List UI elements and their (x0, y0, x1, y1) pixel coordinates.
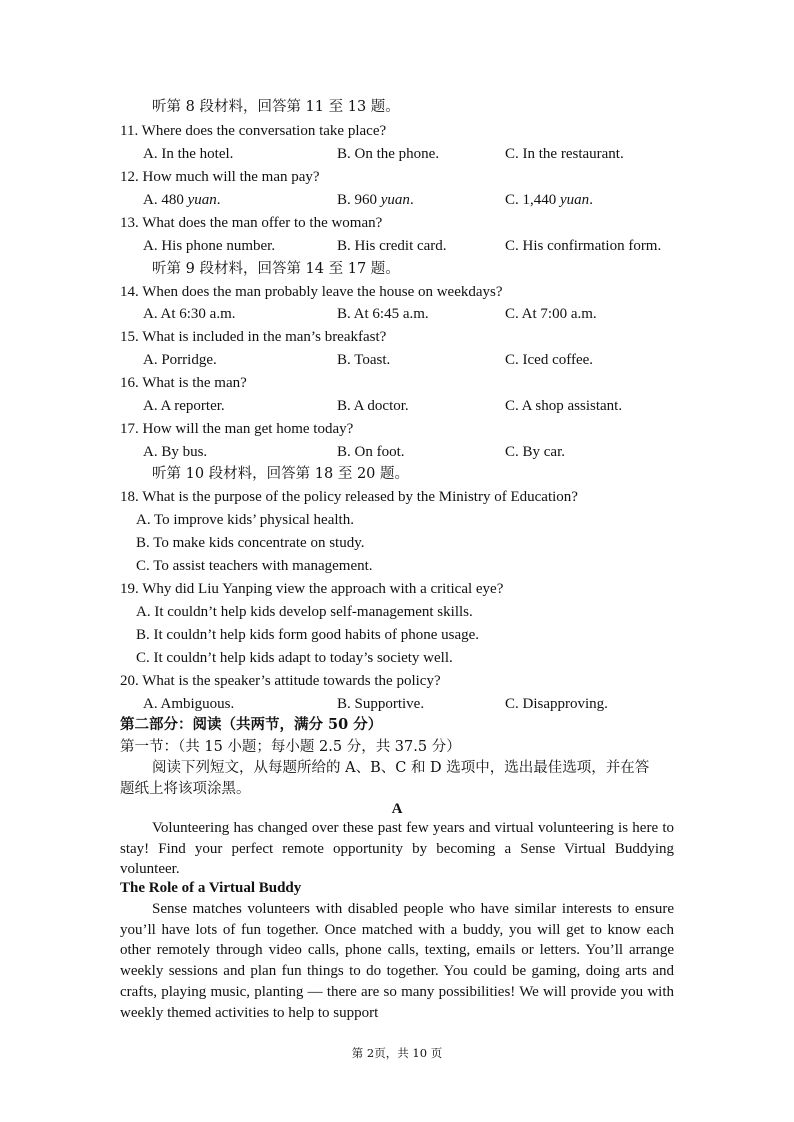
question-17-option-a: A. By bus. (143, 444, 208, 460)
question-19-option-b: B. It couldn’t help kids form good habits of phone usage. (136, 627, 480, 643)
question-20-option-a: A. Ambiguous. (143, 696, 235, 712)
question-12-option-c: C. 1,440 yuan. (505, 192, 593, 208)
part-two-title: 第二部分：阅读（共两节，满分 50 分） (120, 716, 383, 733)
question-15-option-c: C. Iced coffee. (505, 352, 594, 368)
section-instruction-9: 听第 9 段材料，回答第 14 至 17 题。 (152, 261, 400, 277)
question-15-option-a: A. Porridge. (143, 352, 217, 368)
question-19-option-c: C. It couldn’t help kids adapt to today’s society well. (136, 650, 453, 666)
passage-subheading: The Role of a Virtual Buddy (120, 880, 302, 896)
question-13-option-b: B. His credit card. (337, 238, 447, 254)
question-13-option-a: A. His phone number. (143, 238, 276, 254)
question-12-stem: 12. How much will the man pay? (120, 169, 320, 185)
section-instruction-8: 听第 8 段材料，回答第 11 至 13 题。 (152, 99, 400, 115)
question-18-option-c: C. To assist teachers with management. (136, 558, 373, 574)
question-16-stem: 16. What is the man? (120, 375, 247, 391)
section-instruction-10: 听第 10 段材料，回答第 18 至 20 题。 (152, 466, 410, 482)
question-17-option-c: C. By car. (505, 444, 565, 460)
question-17-option-b: B. On foot. (337, 444, 405, 460)
question-14-stem: 14. When does the man probably leave the house on weekdays? (120, 284, 503, 300)
reading-instruction-line-2: 题纸上将该项涂黑。 (120, 781, 251, 797)
question-12-option-b: B. 960 yuan. (337, 192, 414, 208)
question-16-option-c: C. A shop assistant. (505, 398, 623, 414)
question-20-stem: 20. What is the speaker’s attitude towards the policy? (120, 673, 441, 689)
question-19-option-a: A. It couldn’t help kids develop self-management skills. (136, 604, 473, 620)
question-16-option-b: B. A doctor. (337, 398, 409, 414)
question-11-option-b: B. On the phone. (337, 146, 440, 162)
question-15-stem: 15. What is included in the man’s breakfast? (120, 329, 387, 345)
section-one-heading: 第一节：（共 15 小题；每小题 2.5 分，共 37.5 分） (120, 739, 461, 755)
question-16-option-a: A. A reporter. (143, 398, 225, 414)
question-12-option-a: A. 480 yuan. (143, 192, 221, 208)
question-14-option-b: B. At 6:45 a.m. (337, 306, 429, 322)
question-11-option-c: C. In the restaurant. (505, 146, 624, 162)
question-14-option-a: A. At 6:30 a.m. (143, 306, 236, 322)
question-11-stem: 11. Where does the conversation take place? (120, 123, 387, 139)
question-15-option-b: B. Toast. (337, 352, 391, 368)
question-14-option-c: C. At 7:00 a.m. (505, 306, 597, 322)
reading-instruction-line-1: 阅读下列短文，从每题所给的 A、B、C 和 D 选项中，选出最佳选项，并在答 (152, 760, 650, 776)
question-18-stem: 18. What is the purpose of the policy released by the Ministry of Education? (120, 489, 578, 505)
page-footer: 第 2页，共 10 页 (351, 1046, 443, 1060)
passage-paragraph-2: Sense matches volunteers with disabled people who have similar interests to ensure you’ll have lots of fun together. Once matched with a buddy, you will get to know each other remotely through video calls, phone calls, texting, emails or letters. You’ll arrange weekly sessions and plan fun things to do together. You could be gaming, doing arts and crafts, playing music, planting — there are so many possibilities! We will provide you with weekly themed activities to help to support (120, 901, 674, 1021)
question-19-stem: 19. Why did Liu Yanping view the approach with a critical eye? (120, 581, 504, 597)
question-18-option-b: B. To make kids concentrate on study. (136, 535, 365, 551)
question-20-option-b: B. Supportive. (337, 696, 425, 712)
passage-label: A (391, 801, 403, 817)
question-13-option-c: C. His confirmation form. (505, 238, 662, 254)
question-17-stem: 17. How will the man get home today? (120, 421, 354, 437)
question-18-option-a: A. To improve kids’ physical health. (136, 512, 354, 528)
question-11-option-a: A. In the hotel. (143, 146, 234, 162)
question-13-stem: 13. What does the man offer to the woman? (120, 215, 383, 231)
question-20-option-c: C. Disapproving. (505, 696, 608, 712)
passage-paragraph-1: Volunteering has changed over these past few years and virtual volunteering is here to stay! Find your perfect remote opportunity by becoming a Sense Virtual Buddying volunteer. (120, 820, 674, 878)
